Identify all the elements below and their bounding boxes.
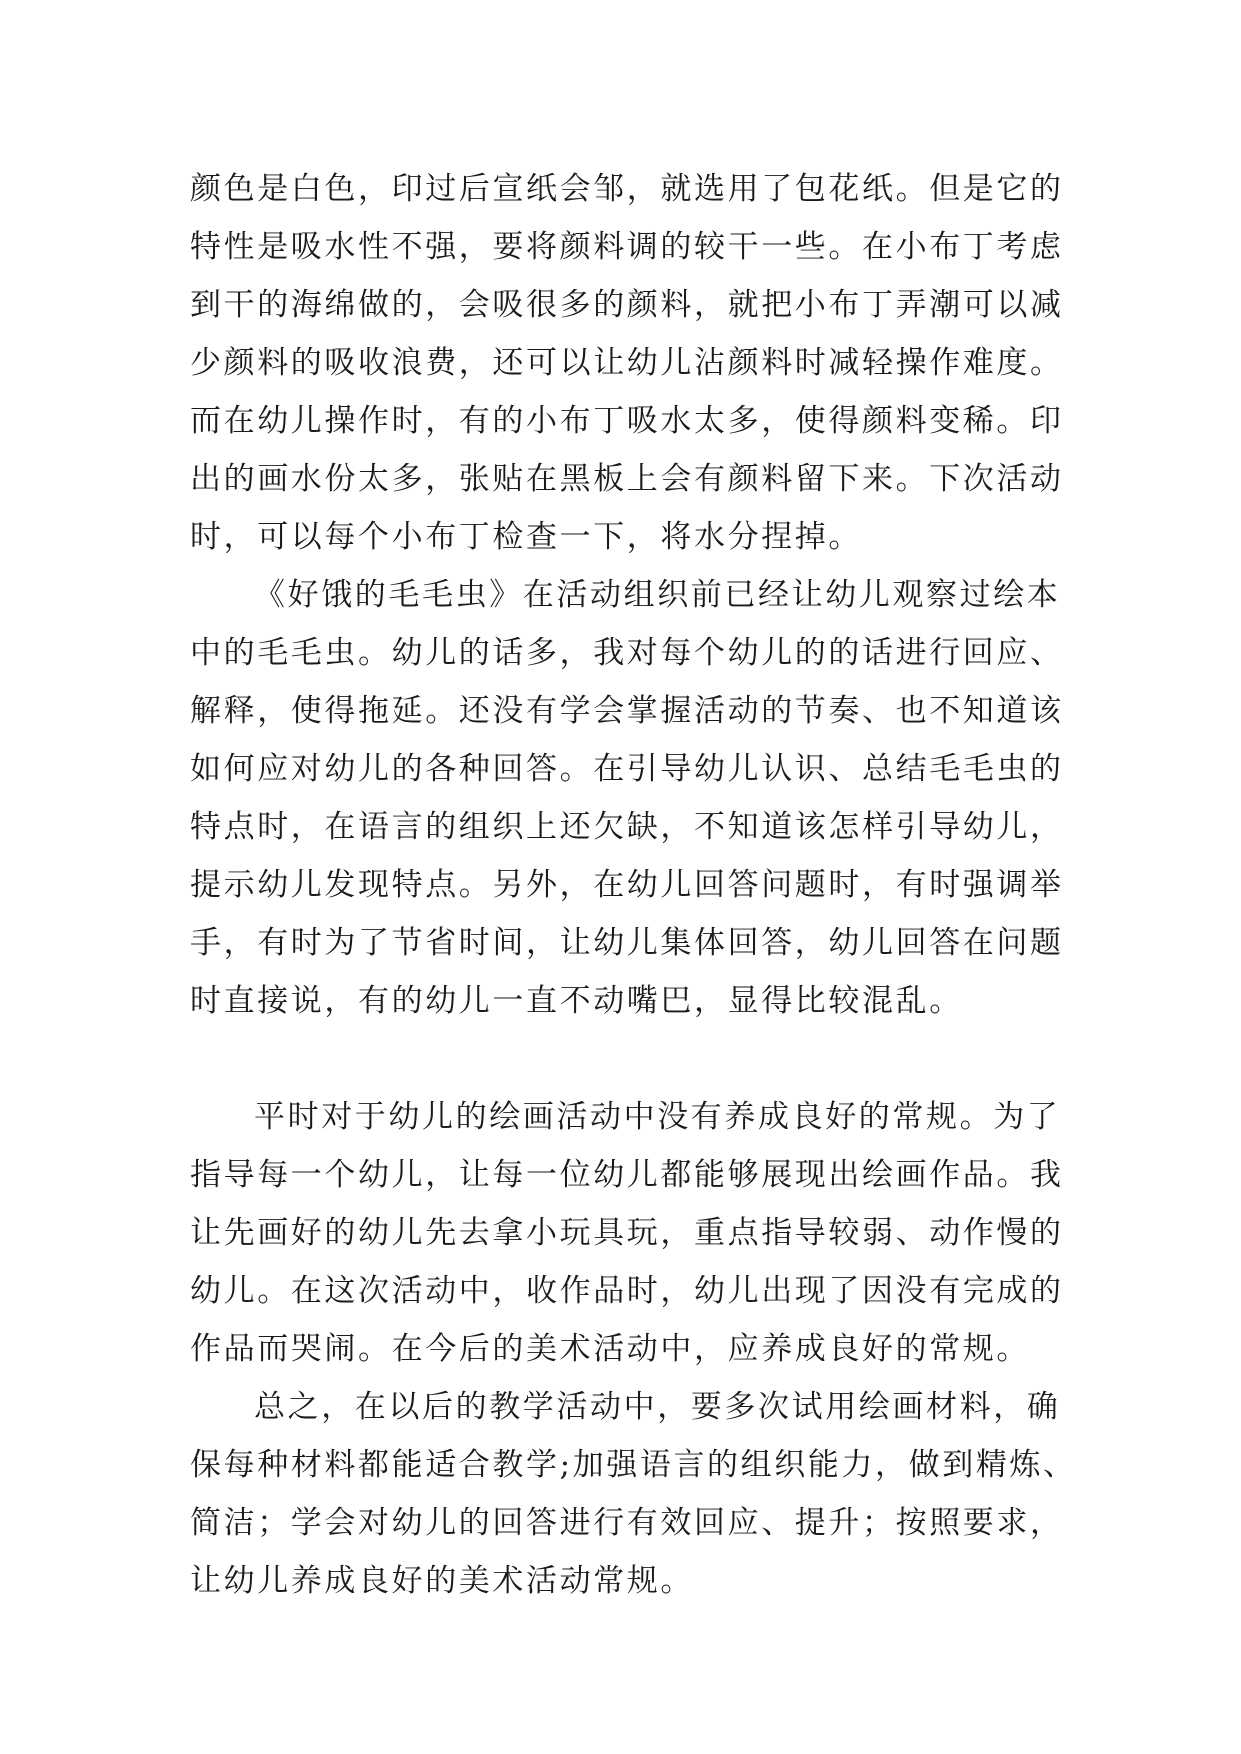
paragraph-1 <box>190 160 1064 566</box>
text-line: 时，可以每个小布丁检查一下，将水分捏掉。 <box>190 519 862 555</box>
document-body <box>190 160 1077 1610</box>
text-line: 让先画好的幼儿先去拿小玩具玩，重点指导较弱、动作慢的 <box>190 1215 1064 1251</box>
paragraph-4 <box>190 1378 1077 1610</box>
text-line: 出的画水份太多，张贴在黑板上会有颜料留下来。下次活动 <box>190 461 1064 497</box>
text-line-first: 平时对于幼儿的绘画活动中没有养成良好的常规。为了 <box>254 1099 1061 1135</box>
text-line: 到干的海绵做的，会吸很多的颜料，就把小布丁弄潮可以减 <box>190 287 1064 323</box>
text-line: 中的毛毛虫。幼儿的话多，我对每个幼儿的的话进行回应、 <box>190 635 1064 671</box>
text-line: 如何应对幼儿的各种回答。在引导幼儿认识、总结毛毛虫的 <box>190 751 1064 787</box>
text-line: 时直接说，有的幼儿一直不动嘴巴，显得比较混乱。 <box>190 983 963 1019</box>
text-line: 特性是吸水性不强，要将颜料调的较干一些。在小布丁考虑 <box>190 229 1064 265</box>
text-line-first: 总之，在以后的教学活动中，要多次试用绘画材料，确 <box>254 1389 1061 1425</box>
text-line <box>190 1030 1060 1088</box>
text-line: 少颜料的吸收浪费，还可以让幼儿沾颜料时减轻操作难度。 <box>190 345 1064 381</box>
text-line: 指导每一个幼儿，让每一位幼儿都能够展现出绘画作品。我 <box>190 1157 1064 1193</box>
text-line: 手，有时为了节省时间，让幼儿集体回答，幼儿回答在问题 <box>190 925 1064 961</box>
paragraph-3 <box>190 1088 1064 1378</box>
text-line-first: 《好饿的毛毛虫》在活动组织前已经让幼儿观察过绘本 <box>254 577 1061 613</box>
text-line: 作品而哭闹。在今后的美术活动中，应养成良好的常规。 <box>190 1331 1030 1367</box>
text-line: 简洁；学会对幼儿的回答进行有效回应、提升；按照要求， <box>190 1505 1064 1541</box>
text-line: 颜色是白色，印过后宣纸会邹，就选用了包花纸。但是它的 <box>190 171 1064 207</box>
text-line: 幼儿。在这次活动中，收作品时，幼儿出现了因没有完成的 <box>190 1273 1064 1309</box>
paragraph-2 <box>190 566 1064 1088</box>
text-line: 让幼儿养成良好的美术活动常规。 <box>190 1563 694 1599</box>
text-line: 保每种材料都能适合教学;加强语言的组织能力，做到精炼、 <box>190 1447 1077 1483</box>
text-line: 解释，使得拖延。还没有学会掌握活动的节奏、也不知道该 <box>190 693 1064 729</box>
text-line: 而在幼儿操作时，有的小布丁吸水太多，使得颜料变稀。印 <box>190 403 1064 439</box>
text-line: 提示幼儿发现特点。另外，在幼儿回答问题时，有时强调举 <box>190 867 1064 903</box>
text-line: 特点时，在语言的组织上还欠缺，不知道该怎样引导幼儿， <box>190 809 1064 845</box>
